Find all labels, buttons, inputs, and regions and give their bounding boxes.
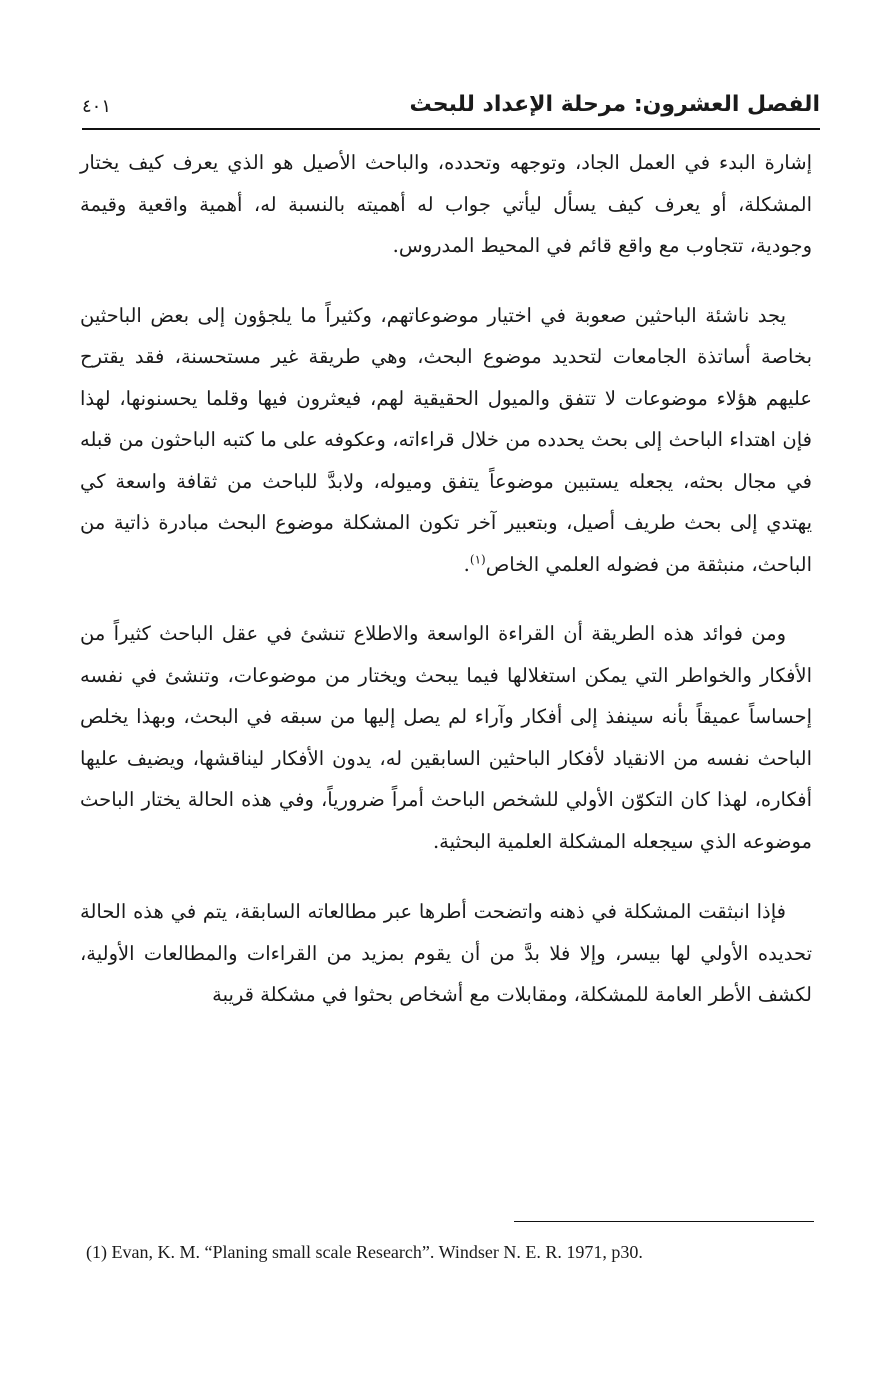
paragraph-2-text: يجد ناشئة الباحثين صعوبة في اختيار موضوعاتهم، وكثيراً ما يلجؤون إلى بعض الباحثين بخاصة أساتذة الجامعات لتحديد موضوع البحث، وهي طريقة غير مستحسنة، فقد يقترح عليهم هؤلاء موضوعات لا تتفق والميول الحقيقية لهم، فيعثرون فيها وقلما يحسنونها، لهذا فإن اهتداء الباحث إلى بحث يحدده من خلال قراءاته، وعكوفه على ما كتبه الباحثون من قبله في مجال بحثه، يجعله يستبين موضوعاً يتفق وميوله، ولابدَّ للباحث من ثقافة واسعة كي يهتدي إلى بحث طريف أصيل، وبتعبير آخر تكون المشكلة موضوع البحث مبادرة ذاتية من الباحث، منبثقة من فضوله العلمي الخاص [80, 303, 812, 576]
footnote-divider [514, 1221, 814, 1222]
paragraph-4: فإذا انبثقت المشكلة في ذهنه واتضحت أطرها عبر مطالعاته السابقة، يتم في هذه الحالة تحديده الأولي لها بيسر، وإلا فلا بدَّ من أن يقوم بمزيد من القراءات والمطالعات الأولية، لكشف الأطر العامة للمشكلة، ومقابلات مع أشخاص بحثوا في مشكلة قريبة [80, 900, 812, 1006]
page-number: ٤٠١ [82, 96, 112, 117]
paragraph-2 [80, 295, 812, 586]
body-text [80, 142, 812, 1016]
footnote: (1) Evan, K. M. “Planing small scale Research”. Windser N. E. R. 1971, p30. [86, 1242, 643, 1262]
paragraph-2-ending: . [463, 552, 470, 576]
footnote-reference[interactable]: (١) [469, 552, 486, 566]
paragraph-3: ومن فوائد هذه الطريقة أن القراءة الواسعة والاطلاع تنشئ في عقل الباحث كثيراً من الأفكار والخواطر التي يمكن استغلالها فيما يبحث ويختار من موضوعات، وتنشئ في نفسه إحساساً عميقاً بأنه سينفذ إلى أفكار وآراء لم يصل إليها من سبقه في البحث، وبهذا يخلص الباحث نفسه من الانقياد لأفكار الباحثين السابقين له، يدون الأفكار ليناقشها، ويضيف عليها أفكاره، لهذا كان التكوّن الأولي للشخص الباحث أمراً ضرورياً، وفي هذه الحالة يختار الباحث موضوعه الذي سيجعله المشكلة العلمية البحثية. [80, 622, 812, 853]
chapter-title: الفصل العشرون: مرحلة الإعداد للبحث [409, 92, 820, 117]
paragraph-1: إشارة البدء في العمل الجاد، وتوجهه وتحدده، والباحث الأصيل هو الذي يعرف كيف يختار المشكلة، أو يعرف كيف يسأل ليأتي جواب له أهميته بالنسبة له، أهمية واقعية وقيمة وجودية، تتجاوب مع واقع قائم في المحيط المدروس. [80, 151, 812, 257]
running-header [82, 84, 820, 130]
